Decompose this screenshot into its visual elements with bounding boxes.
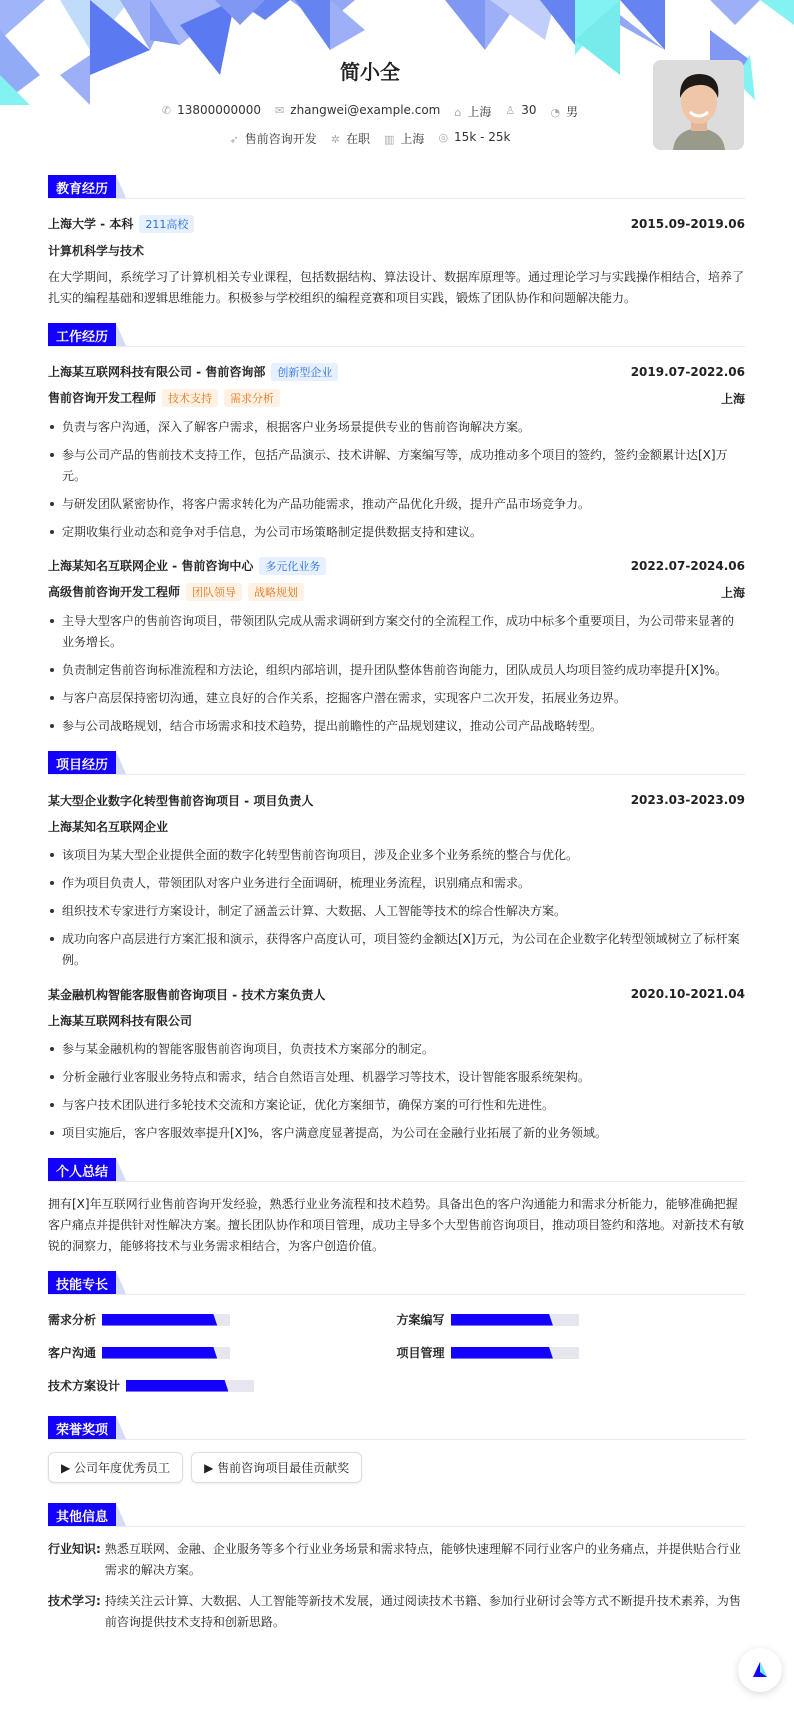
section-title: 荣誉奖项 [48, 1416, 116, 1439]
send-icon: ➶ [229, 133, 239, 146]
role: 售前咨询开发工程师 [48, 391, 157, 405]
contact-info [0, 103, 740, 120]
play-icon: ▶ [204, 1461, 218, 1475]
company: 上海某互联网科技有限公司 - 售前咨询部 [48, 365, 266, 379]
section-title: 其他信息 [48, 1503, 116, 1526]
floating-action-button[interactable] [738, 1648, 782, 1692]
play-icon: ▶ [61, 1461, 75, 1475]
work-header [48, 553, 745, 579]
bullet: 项目实施后，客户客服效率提升[X]%，客户满意度显著提高，为公司在金融行业拓展了新的业务领域。 [48, 1123, 745, 1144]
work-entry [48, 359, 745, 543]
company-group [48, 557, 326, 575]
award-item [191, 1452, 362, 1483]
section-heading-education [48, 175, 745, 199]
skill-item [48, 1377, 397, 1394]
resume-body [48, 175, 745, 1643]
project-header [48, 787, 745, 813]
role-tag: 团队领导 [186, 583, 242, 601]
award-name: 售前咨询项目最佳贡献奖 [217, 1461, 350, 1475]
work-date: 2019.07-2022.06 [630, 365, 745, 379]
work-city: 上海 [720, 391, 745, 406]
bullet: 作为项目负责人，带领团队对客户业务进行全面调研，梳理业务流程，识别痛点和需求。 [48, 873, 745, 894]
project-bullets [48, 845, 745, 971]
email: zhangwei@example.com [290, 103, 441, 117]
work-bullets [48, 417, 745, 543]
bullet: 负责与客户沟通，深入了解客户需求，根据客户业务场景提供专业的售前咨询解决方案。 [48, 417, 745, 438]
major: 计算机科学与技术 [48, 243, 145, 258]
skill-name: 方案编写 [396, 1313, 445, 1327]
logo-icon [749, 1659, 771, 1681]
work-entry [48, 553, 745, 737]
other-text: 持续关注云计算、大数据、人工智能等新技术发展，通过阅读技术书籍、参加行业研讨会等方式不断提升技术素养，为售前咨询提供技术支持和创新思路。 [104, 1594, 741, 1629]
target-city: 上海 [400, 132, 425, 146]
bullet: 该项目为某大型企业提供全面的数字化转型售前咨询项目，涉及企业多个业务系统的整合与优化。 [48, 845, 745, 866]
edu-description: 在大学期间，系统学习了计算机相关专业课程，包括数据结构、算法设计、数据库原理等。通过理论学习与实践操作相结合，培养了扎实的编程基础和逻辑思维能力。积极参与学校组织的编程竞赛和项目实践，锻炼了团队协作和问题解决能力。 [48, 270, 745, 305]
work-date: 2022.07-2024.06 [630, 559, 745, 573]
resume-header [0, 0, 794, 172]
project-org-row [48, 1007, 745, 1033]
bullet: 组织技术专家进行方案设计，制定了涵盖云计算、大数据、人工智能等技术的综合性解决方案。 [48, 901, 745, 922]
location: 上海 [467, 105, 492, 119]
school: 上海大学 - 本科 [48, 217, 134, 231]
section-title: 工作经历 [48, 323, 116, 346]
role: 高级售前咨询开发工程师 [48, 585, 181, 599]
edu-date: 2015.09-2019.06 [630, 217, 745, 231]
skill-bar-fill [451, 1314, 553, 1326]
bullet: 与客户高层保持密切沟通，建立良好的合作关系，挖掘客户潜在需求，实现客户二次开发，拓展业务边界。 [48, 688, 745, 709]
section-heading-projects [48, 751, 745, 775]
salary-icon: ◎ [438, 131, 449, 144]
bullet: 成功向客户高层进行方案汇报和演示，获得客户高度认可，项目签约金额达[X]万元，为公司在企业数字化转型领域树立了标杆案例。 [48, 929, 745, 971]
project-date: 2020.10-2021.04 [630, 987, 745, 1001]
other-label: 技术学习: [48, 1594, 101, 1608]
section-title: 个人总结 [48, 1158, 116, 1181]
other-item [48, 1539, 745, 1581]
skill-name: 需求分析 [48, 1313, 97, 1327]
skill-bar [126, 1380, 254, 1392]
section-heading-skills [48, 1271, 745, 1295]
section-heading-other [48, 1503, 745, 1527]
avatar [653, 60, 744, 150]
role-row [48, 579, 745, 605]
bullet: 参与公司产品的售前技术支持工作，包括产品演示、技术讲解、方案编写等，成功推动多个项目的签约，签约金额累计达[X]万元。 [48, 445, 745, 487]
bullet: 参与公司战略规划，结合市场需求和技术趋势，提出前瞻性的产品规划建议，推动公司产品战略转型。 [48, 716, 745, 737]
skill-bar-fill [102, 1314, 217, 1326]
work-header [48, 359, 745, 385]
project-org: 上海某知名互联网企业 [48, 819, 169, 834]
bullet: 分析金融行业客服业务特点和需求，结合自然语言处理、机器学习等技术，设计智能客服系统架构。 [48, 1067, 745, 1088]
skill-name: 客户沟通 [48, 1346, 97, 1360]
role-group [48, 389, 280, 407]
role-tag: 战略规划 [248, 583, 304, 601]
award-item [48, 1452, 183, 1483]
phone: 13800000000 [177, 103, 262, 117]
company-tag: 多元化业务 [259, 557, 326, 575]
salary: 15k - 25k [454, 130, 511, 144]
role-row [48, 385, 745, 411]
section-heading-work [48, 323, 745, 347]
company: 上海某知名互联网企业 - 售前咨询中心 [48, 559, 254, 573]
work-bullets [48, 611, 745, 737]
bullet: 与客户技术团队进行多轮技术交流和方案论证，优化方案细节，确保方案的可行性和先进性。 [48, 1095, 745, 1116]
project-entry [48, 787, 745, 971]
bullet: 定期收集行业动态和竞争对手信息，为公司市场策略制定提供数据支持和建议。 [48, 522, 745, 543]
skill-bar [451, 1347, 579, 1359]
other-label: 行业知识: [48, 1542, 101, 1556]
project-name: 某大型企业数字化转型售前咨询项目 - 项目负责人 [48, 793, 314, 808]
project-header [48, 981, 745, 1007]
section-heading-awards [48, 1416, 745, 1440]
summary-text: 拥有[X]年互联网行业售前咨询开发经验，熟悉行业业务流程和技术趋势。具备出色的客户沟通能力和需求分析能力，能够准确把握客户痛点并提供针对性解决方案。擅长团队协作和项目管理，成功主导多个大型售前咨询项目，推动项目签约和落地。对新技术有敏锐的洞察力，能够将技术与业务需求相结合，为客户创造价值。 [48, 1197, 745, 1253]
project-org-row [48, 813, 745, 839]
project-name: 某金融机构智能客服售前咨询项目 - 技术方案负责人 [48, 987, 326, 1002]
gender: 男 [566, 105, 579, 119]
bullet: 负责制定售前咨询标准流程和方法论，组织内部培训，提升团队整体售前咨询能力，团队成员人均项目签约成功率提升[X]%。 [48, 660, 745, 681]
candidate-name: 简小全 [340, 60, 400, 84]
phone-icon: ✆ [161, 104, 172, 117]
skill-bar-fill [451, 1347, 553, 1359]
skill-bar-fill [102, 1347, 217, 1359]
other-item [48, 1591, 745, 1633]
job-info [0, 130, 740, 147]
section-title: 教育经历 [48, 175, 116, 198]
home-icon: ⌂ [454, 106, 462, 119]
skill-bar [451, 1314, 579, 1326]
project-entry [48, 981, 745, 1144]
skill-item [397, 1311, 746, 1328]
project-bullets [48, 1039, 745, 1144]
school-tag: 211高校 [139, 215, 194, 233]
gender-icon: ◔ [550, 106, 561, 119]
role-tag: 需求分析 [224, 389, 280, 407]
building-icon: ▥ [384, 133, 395, 146]
section-heading-summary [48, 1158, 745, 1182]
email-icon: ✉ [275, 104, 285, 117]
work-city: 上海 [720, 585, 745, 600]
role-tag: 技术支持 [162, 389, 218, 407]
other-text: 熟悉互联网、金融、企业服务等多个行业业务场景和需求特点，能够快速理解不同行业客户的业务痛点，并提供贴合行业需求的解决方案。 [104, 1542, 741, 1577]
company-tag: 创新型企业 [271, 363, 338, 381]
skill-item [48, 1344, 397, 1361]
skill-bar [102, 1314, 230, 1326]
skill-name: 技术方案设计 [48, 1379, 121, 1393]
skill-item [48, 1311, 397, 1328]
section-title: 项目经历 [48, 751, 116, 774]
project-date: 2023.03-2023.09 [630, 793, 745, 807]
company-group [48, 363, 338, 381]
skill-bar-fill [126, 1380, 228, 1392]
project-org: 上海某互联网科技有限公司 [48, 1013, 193, 1028]
skill-item [397, 1344, 746, 1361]
bullet: 主导大型客户的售前咨询项目，带领团队完成从需求调研到方案交付的全流程工作，成功中标多个重要项目，为公司带来显著的业务增长。 [48, 611, 745, 653]
section-title: 技能专长 [48, 1271, 116, 1294]
job-intent: 售前咨询开发 [244, 132, 317, 146]
age: 30 [521, 103, 537, 117]
job-status: 在职 [346, 132, 371, 146]
skill-bar [102, 1347, 230, 1359]
skill-name: 项目管理 [396, 1346, 445, 1360]
role-group [48, 583, 304, 601]
age-icon: ♙ [505, 104, 516, 117]
award-name: 公司年度优秀员工 [74, 1461, 171, 1475]
bullet: 参与某金融机构的智能客服售前咨询项目，负责技术方案部分的制定。 [48, 1039, 745, 1060]
bullet: 与研发团队紧密协作，将客户需求转化为产品功能需求，推动产品优化升级，提升产品市场竞争力。 [48, 494, 745, 515]
status-icon: ✲ [330, 133, 340, 146]
